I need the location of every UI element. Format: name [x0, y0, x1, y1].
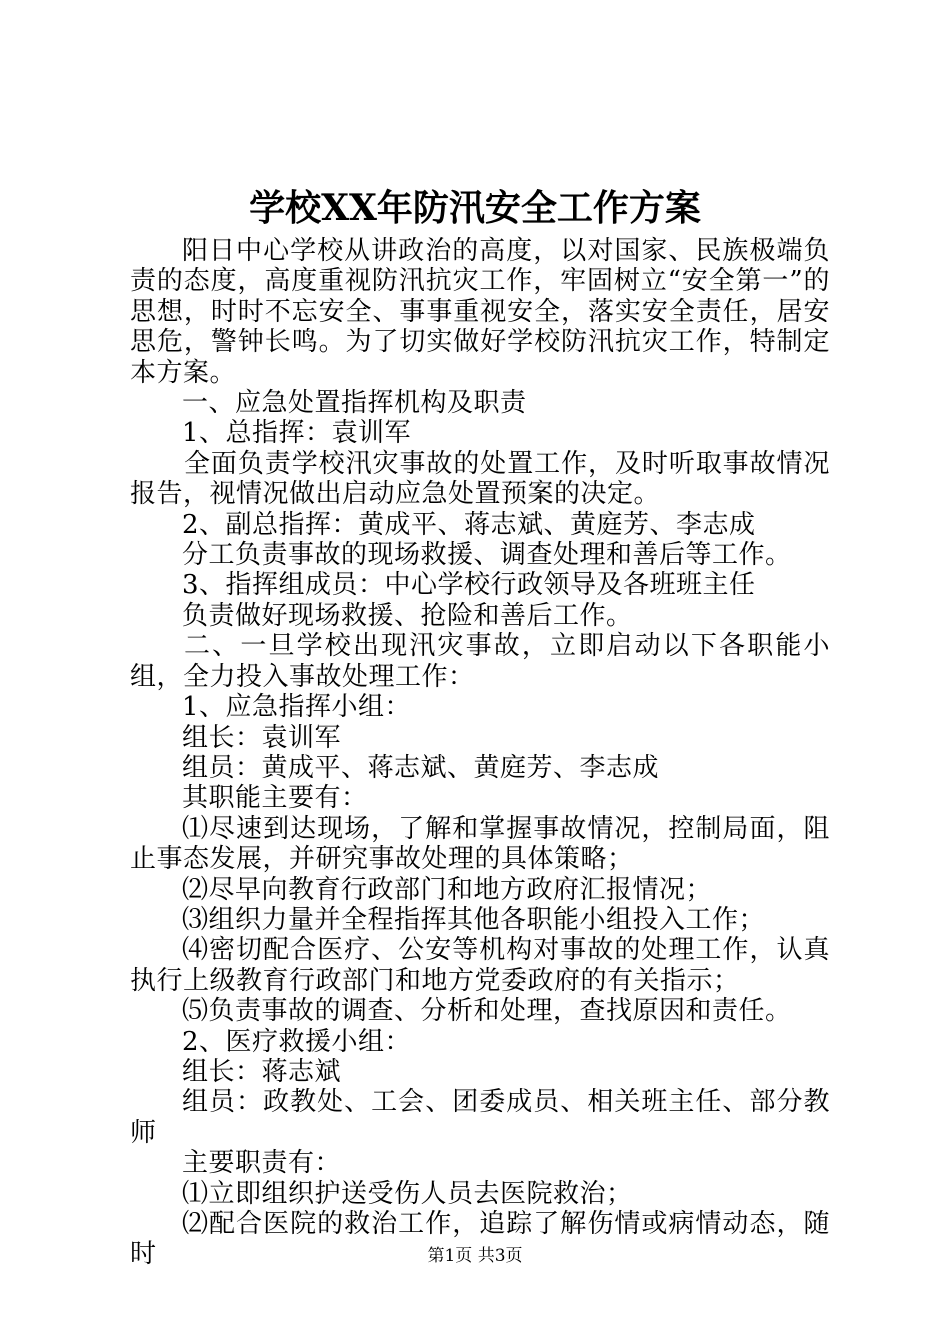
paragraph: 负责做好现场救援、抢险和善后工作。 [182, 600, 633, 631]
page-footer: 第1页 共3页 [427, 1246, 523, 1266]
paragraph: 其职能主要有： [182, 783, 368, 814]
paragraph: 3、指挥组成员：中心学校行政领导及各班班主任 [182, 570, 756, 601]
paragraph: 2、副总指挥：黄成平、蒋志斌、黄庭芳、李志成 [182, 509, 756, 540]
document-body [130, 236, 830, 1270]
page-title: 学校XX年防汛安全工作方案 [249, 187, 701, 229]
paragraph: 阳日中心学校从讲政治的高度，以对国家、民族极端负责的态度，高度重视防汛抗灾工作，牢固树立“安全第一”的思想，时时不忘安全、事事重视安全，落实安全责任，居安思危，警钟长鸣。为了切实做好学校防汛抗灾工作，特制定本方案。 [130, 236, 830, 388]
list-item: ⑷密切配合医疗、公安等机构对事故的处理工作，认真执行上级教育行政部门和地方党委政府的有关指示； [130, 935, 830, 996]
paragraph: 组长：蒋志斌 [182, 1056, 342, 1087]
paragraph: 组长：袁训军 [182, 722, 342, 753]
paragraph: 全面负责学校汛灾事故的处置工作，及时听取事故情况报告，视情况做出启动应急处置预案的决定。 [130, 448, 830, 510]
list-item: ⑸负责事故的调查、分析和处理，查找原因和责任。 [182, 996, 792, 1027]
list-item: ⑴立即组织护送受伤人员去医院救治； [182, 1178, 633, 1209]
list-item: ⑴尽速到达现场，了解和掌握事故情况，控制局面，阻止事态发展，并研究事故处理的具体策略； [130, 813, 830, 875]
list-item: ⑵配合医院的救治工作，追踪了解伤情或病情动态，随时 [130, 1209, 830, 1270]
list-item: ⑶组织力量并全程指挥其他各职能小组投入工作； [182, 904, 766, 935]
paragraph: 1、总指挥：袁训军 [182, 418, 412, 449]
paragraph: 组员：黄成平、蒋志斌、黄庭芳、李志成 [182, 752, 660, 783]
section-heading: 二、一旦学校出现汛灾事故，立即启动以下各职能小组，全力投入事故处理工作： [130, 631, 830, 692]
paragraph: 分工负责事故的现场救援、调查处理和善后等工作。 [182, 540, 792, 571]
paragraph: 2、医疗救援小组： [182, 1026, 412, 1057]
paragraph: 组员：政教处、工会、团委成员、相关班主任、部分教师 [130, 1087, 830, 1148]
list-item: ⑵尽早向教育行政部门和地方政府汇报情况； [182, 874, 713, 905]
paragraph: 1、应急指挥小组： [182, 692, 412, 723]
paragraph: 主要职责有： [182, 1148, 342, 1179]
section-heading: 一、应急处置指挥机构及职责 [182, 388, 527, 419]
